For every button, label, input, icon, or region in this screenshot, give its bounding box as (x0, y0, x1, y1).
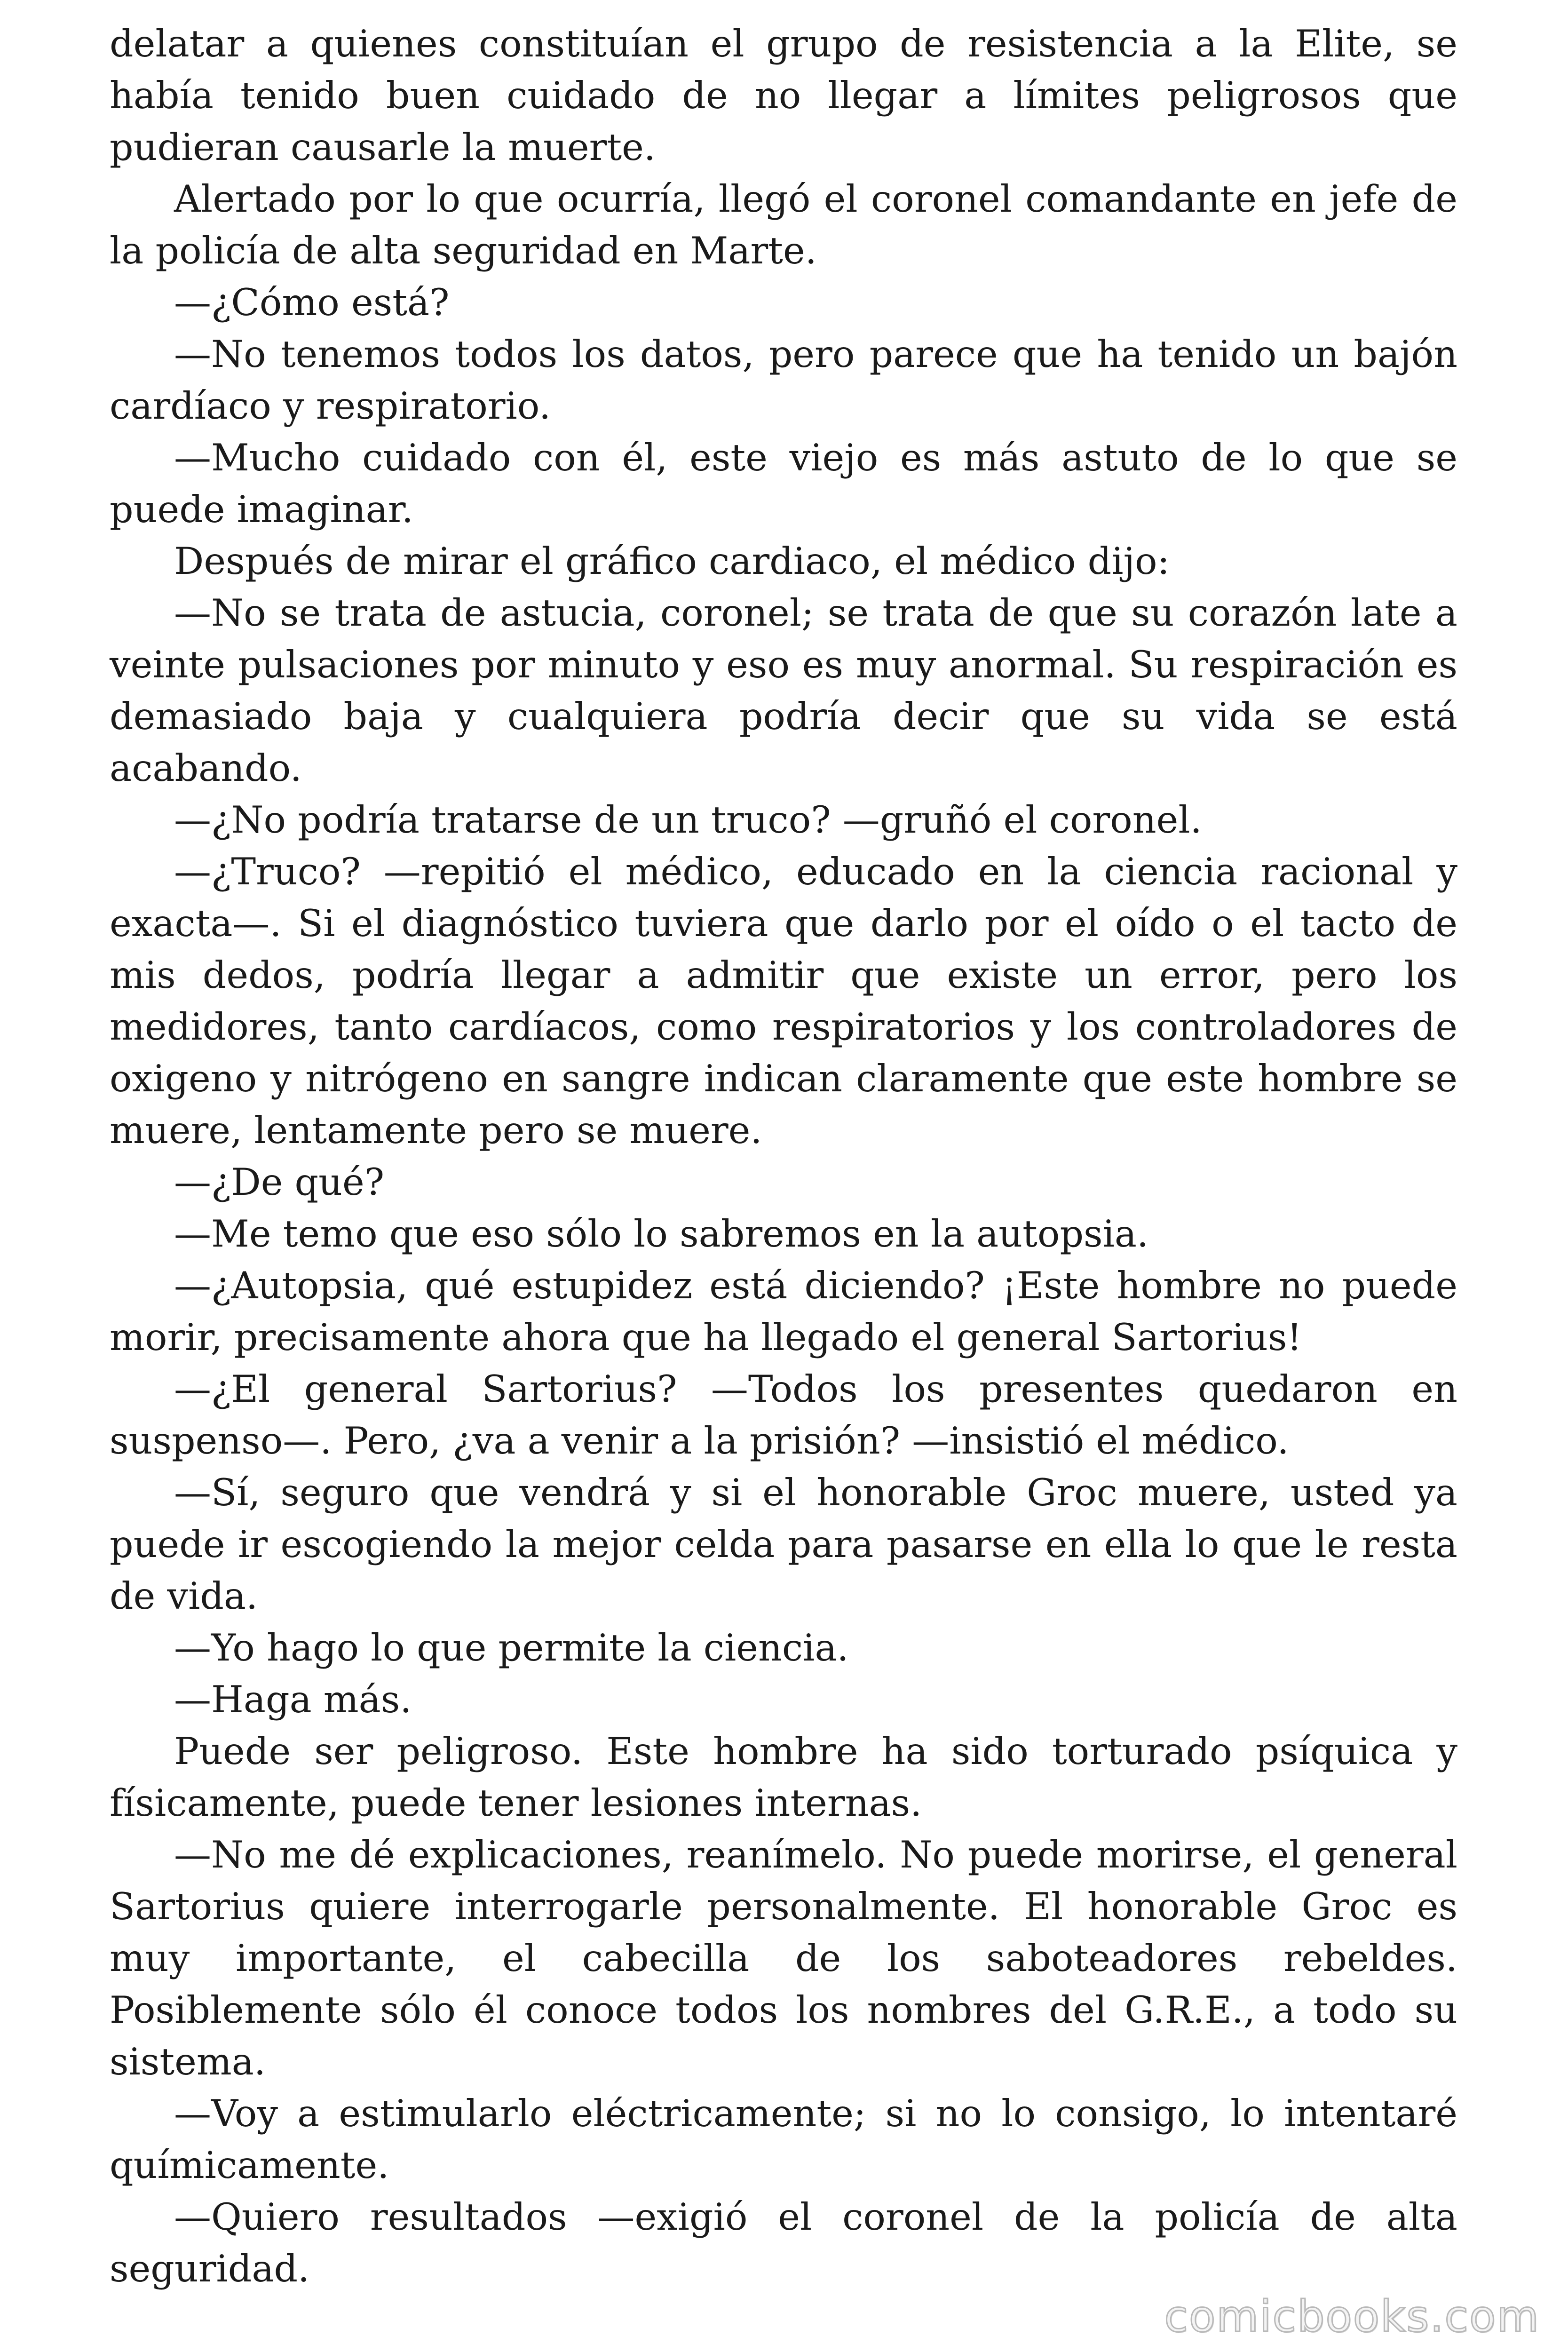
paragraph: —¿No podría tratarse de un truco? —gruñó el coronel. (174, 798, 1202, 842)
paragraph: —Me temo que eso sólo lo sabremos en la autopsia. (174, 1212, 1149, 1255)
paragraph: —Yo hago lo que permite la ciencia. (174, 1626, 849, 1669)
paragraph: —¿Autopsia, qué estupidez está diciendo? ¡Este hombre no puede morir, precisamente ahora que ha llegado el general Sartorius! (110, 1264, 1457, 1359)
paragraph: —Sí, seguro que vendrá y si el honorable Groc muere, usted ya puede ir escogiendo la mejor celda para pasarse en ella lo que le resta de vida. (110, 1471, 1457, 1618)
paragraph: —Voy a estimularlo eléctricamente; si no lo consigo, lo intentaré químicamente. (110, 2092, 1457, 2187)
paragraph: —Haga más. (174, 1678, 412, 1721)
paragraph: —¿Truco? —repitió el médico, educado en la ciencia racional y exacta—. Si el diagnóstico tuviera que darlo por el oído o el tacto de mis dedos, podría llegar a admitir que existe un error, pero los medidores, tanto cardíacos, como respiratorios y los controladores de oxigeno y nitrógeno en sangre indican claramente que este hombre se muere, lentamente pero se muere. (110, 850, 1457, 1152)
paragraph: Puede ser peligroso. Este hombre ha sido torturado psíquica y físicamente, puede tener lesiones internas. (110, 1730, 1457, 1825)
paragraph: Después de mirar el gráfico cardiaco, el médico dijo: (174, 540, 1170, 583)
paragraph: —No me dé explicaciones, reanímelo. No puede morirse, el general Sartorius quiere interrogarle personalmente. El honorable Groc es muy importante, el cabecilla de los saboteadores rebeldes. Posiblemente sólo él conoce todos los nombres del G.R.E., a todo su sistema. (110, 1833, 1457, 2083)
paragraph: —Mucho cuidado con él, este viejo es más astuto de lo que se puede imaginar. (110, 436, 1457, 531)
page-body (110, 18, 1457, 2295)
paragraph: —¿El general Sartorius? —Todos los presentes quedaron en suspenso—. Pero, ¿va a venir a la prisión? —insistió el médico. (110, 1367, 1457, 1462)
paragraph: Alertado por lo que ocurría, llegó el coronel comandante en jefe de la policía de alta seguridad en Marte. (110, 177, 1457, 272)
paragraph: —Quiero resultados —exigió el coronel de la policía de alta seguridad. (110, 2195, 1457, 2290)
paragraph: —¿Cómo está? (174, 281, 450, 324)
watermark: comicbooks.com (1164, 2291, 1540, 2342)
paragraph: —¿De qué? (174, 1160, 385, 1204)
paragraph: delatar a quienes constituían el grupo de resistencia a la Elite, se había tenido buen cuidado de no llegar a límites peligrosos que pudieran causarle la muerte. (110, 22, 1457, 169)
paragraph: —No se trata de astucia, coronel; se trata de que su corazón late a veinte pulsaciones por minuto y eso es muy anormal. Su respiración es demasiado baja y cualquiera podría decir que su vida se está acabando. (110, 591, 1457, 790)
paragraph: —No tenemos todos los datos, pero parece que ha tenido un bajón cardíaco y respiratorio. (110, 333, 1457, 428)
